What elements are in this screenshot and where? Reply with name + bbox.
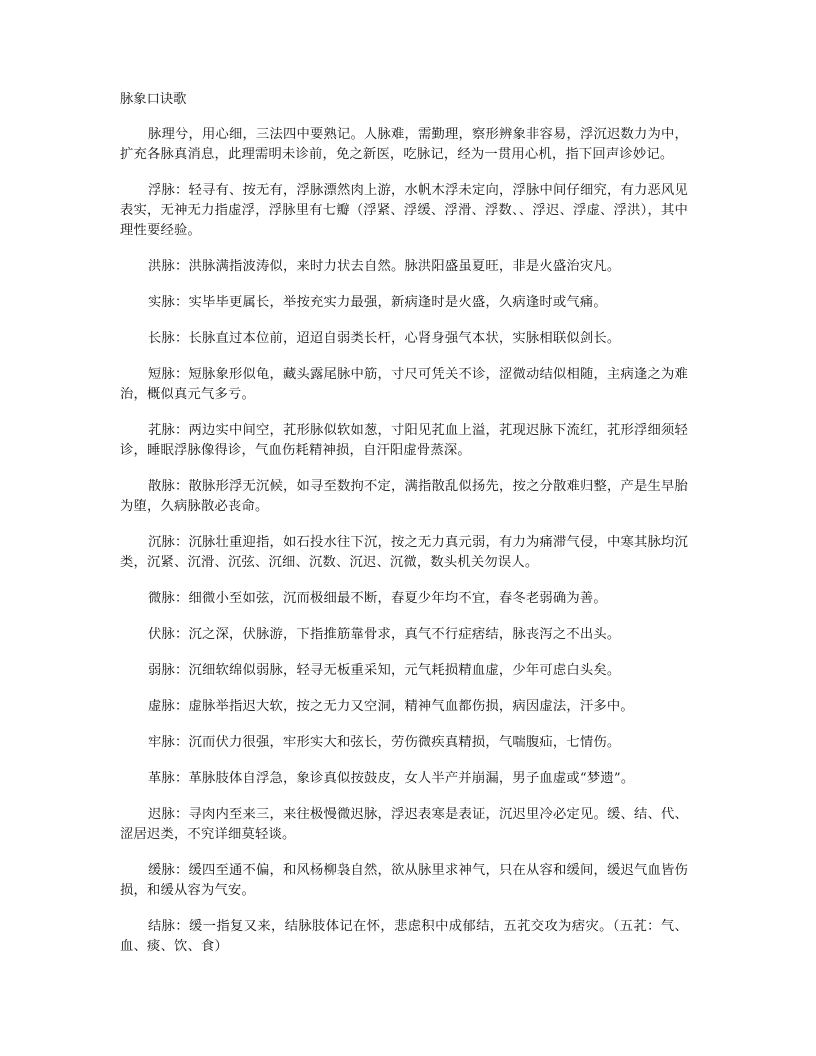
paragraph-kou-mai: 芤脉：两边实中间空，芤形脉似软如葱，寸阳见芤血上溢，芤现迟脉下流红，芤形浮细须轻诊，睡眠浮脉像得诊，气血伤耗精神损，自汗阳虚骨蒸深。 [120, 423, 688, 458]
document-title: 脉象口诀歌 [120, 92, 187, 107]
paragraph-chang-mai: 长脉：长脉直过本位前，迢迢自弱类长杆，心肾身强气本状，实脉相联似剑长。 [148, 331, 621, 346]
paragraph-fu-mai-hidden: 伏脉：沉之深，伏脉游，下指推筋靠骨求，真气不行症痞结，脉丧泻之不出头。 [148, 627, 621, 642]
paragraph-hong-mai: 洪脉：洪脉满指波涛似，来时力状去自然。脉洪阳盛虽夏旺，非是火盛治灾凡。 [148, 259, 621, 274]
paragraph-jie-mai: 结脉：缓一指复又来，结脉肢体记在怀，悲虑积中成郁结，五芤交攻为痞灾。（五芤：气、血、痰、饮、食） [120, 919, 688, 954]
paragraph-san-mai: 散脉：散脉形浮无沉候，如寻至数拘不定，满指散乱似扬先，按之分散难归整，产是生早胎为堕，久病脉散必丧命。 [120, 479, 688, 514]
paragraph-shi-mai: 实脉：实毕毕更属长，举按充实力最强，新病逢时是火盛，久病逢时或气痛。 [148, 295, 607, 310]
paragraph-fu-mai: 浮脉：轻寻有、按无有，浮脉漂然肉上游，水帆木浮未定向，浮脉中间仔细究，有力恶风见表实，无神无力指虚浮，浮脉里有七瓣（浮紧、浮缓、浮滑、浮数、、浮迟、浮虚、浮洪），其中理性要经验。 [120, 183, 688, 238]
paragraph-ruo-mai: 弱脉：沉细软绵似弱脉，轻寻无板重采知，元气耗损精血虚，少年可虑白头矣。 [148, 663, 621, 678]
paragraph-duan-mai: 短脉：短脉象形似龟，藏头露尾脉中筋，寸尺可凭关不诊，涩微动结似相随，主病逢之为难治，概似真元气多亏。 [120, 367, 688, 402]
paragraph-chi-mai: 迟脉：寻肉内至来三，来往极慢微迟脉，浮迟表寒是表证，沉迟里冷必定见。缓、结、代、涩居迟类，不究详细莫轻谈。 [120, 807, 688, 842]
paragraph-wei-mai: 微脉：细微小至如弦，沉而极细最不断，春夏少年均不宜，春冬老弱确为善。 [148, 591, 607, 606]
intro-paragraph: 脉理兮，用心细，三法四中要熟记。人脉难，需勤理，察形辨象非容易，浮沉迟数力为中，扩充各脉真消息，此理需明未诊前，免之新医，吃脉记，经为一贯用心机，指下回声诊妙记。 [120, 127, 688, 162]
paragraph-chen-mai: 沉脉：沉脉壮重迎指，如石投水往下沉，按之无力真元弱，有力为痛滞气侵，中寒其脉均沉类，沉紧、沉滑、沉弦、沉细、沉数、沉迟、沉微，数头机关勿误人。 [120, 535, 688, 570]
paragraph-huan-mai: 缓脉：缓四至通不偏，和风杨柳袅自然，欲从脉里求神气，只在从容和缓间，缓迟气血皆伤损，和缓从容为气安。 [120, 863, 688, 898]
paragraph-lao-mai: 牢脉：沉而伏力很强，牢形实大和弦长，劳伤微疾真精损，气喘腹疝，七情伤。 [148, 735, 621, 750]
paragraph-xu-mai: 虚脉：虚脉举指迟大软，按之无力又空洞，精神气血都伤损，病因虚法，汗多中。 [148, 699, 634, 714]
paragraph-ge-mai: 革脉：革脉肢体自浮急，象诊真似按鼓皮，女人半产并崩漏，男子血虚或“梦遗”。 [148, 771, 635, 786]
